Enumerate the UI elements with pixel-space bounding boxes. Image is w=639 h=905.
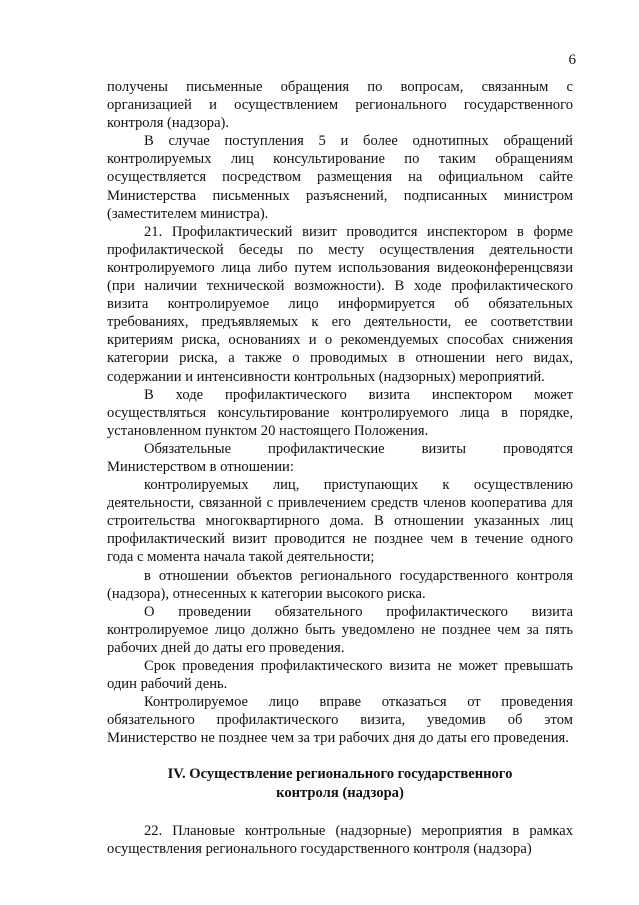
paragraph-6: контролируемых лиц, приступающих к осуществлению деятельности, связанной с привлечением средств членов кооператива для строительства многоквартирного дома. В отношении указанных лиц профилактический визит проводится не позднее чем в течение одного года с момента начала такой деятельности; bbox=[107, 477, 573, 566]
section-title bbox=[107, 765, 573, 801]
section-title-line-2: контроля (надзора) bbox=[276, 784, 404, 801]
paragraph-5: Обязательные профилактические визиты проводятся Министерством в отношении: bbox=[107, 440, 573, 475]
paragraph-22: 22. Плановые контрольные (надзорные) мероприятия в рамках осуществления регионального государственного контроля (надзора) bbox=[107, 822, 573, 857]
section-title-line-1: IV. Осуществление регионального государственного bbox=[167, 766, 513, 783]
page-number: 6 bbox=[568, 52, 576, 68]
paragraph-8: О проведении обязательного профилактического визита контролируемое лицо должно быть уведомлено не позднее чем за пять рабочих дней до даты его проведения. bbox=[107, 603, 573, 656]
paragraph-7: в отношении объектов регионального государственного контроля (надзора), отнесенных к категории высокого риска. bbox=[107, 567, 573, 602]
paragraph-10: Контролируемое лицо вправе отказаться от проведения обязательного профилактического визита, уведомив об этом Министерство не позднее чем за три рабочих дня до даты его проведения. bbox=[107, 694, 573, 747]
paragraph-9: Срок проведения профилактического визита не может превышать один рабочий день. bbox=[107, 658, 573, 693]
paragraph-1: получены письменные обращения по вопросам, связанным с организацией и осуществлением регионального государственного контроля (надзора). bbox=[107, 79, 573, 132]
paragraph-3: 21. Профилактический визит проводится инспектором в форме профилактической беседы по месту осуществления деятельности контролируемого лица либо путем использования видеоконференцсвязи (при наличии технической возможности). В ходе профилактического визита контролируемое лицо информируется об обязательных требованиях, предъявляемых к его деятельности, ее соответствии критериям риска, основаниях и о рекомендуемых способах снижения категории риска, а также о проводимых в отношении него видах, содержании и интенсивности контрольных (надзорных) мероприятий. bbox=[107, 223, 573, 385]
document-body bbox=[107, 78, 573, 858]
paragraph-4: В ходе профилактического визита инспектором может осуществляться консультирование контролируемого лица в порядке, установленном пунктом 20 настоящего Положения. bbox=[107, 386, 573, 439]
paragraph-2: В случае поступления 5 и более однотипных обращений контролируемых лиц консультирование по таким обращениям осуществляется посредством размещения на официальном сайте Министерства письменных разъяснений, подписанных министром (заместителем министра). bbox=[107, 133, 573, 222]
